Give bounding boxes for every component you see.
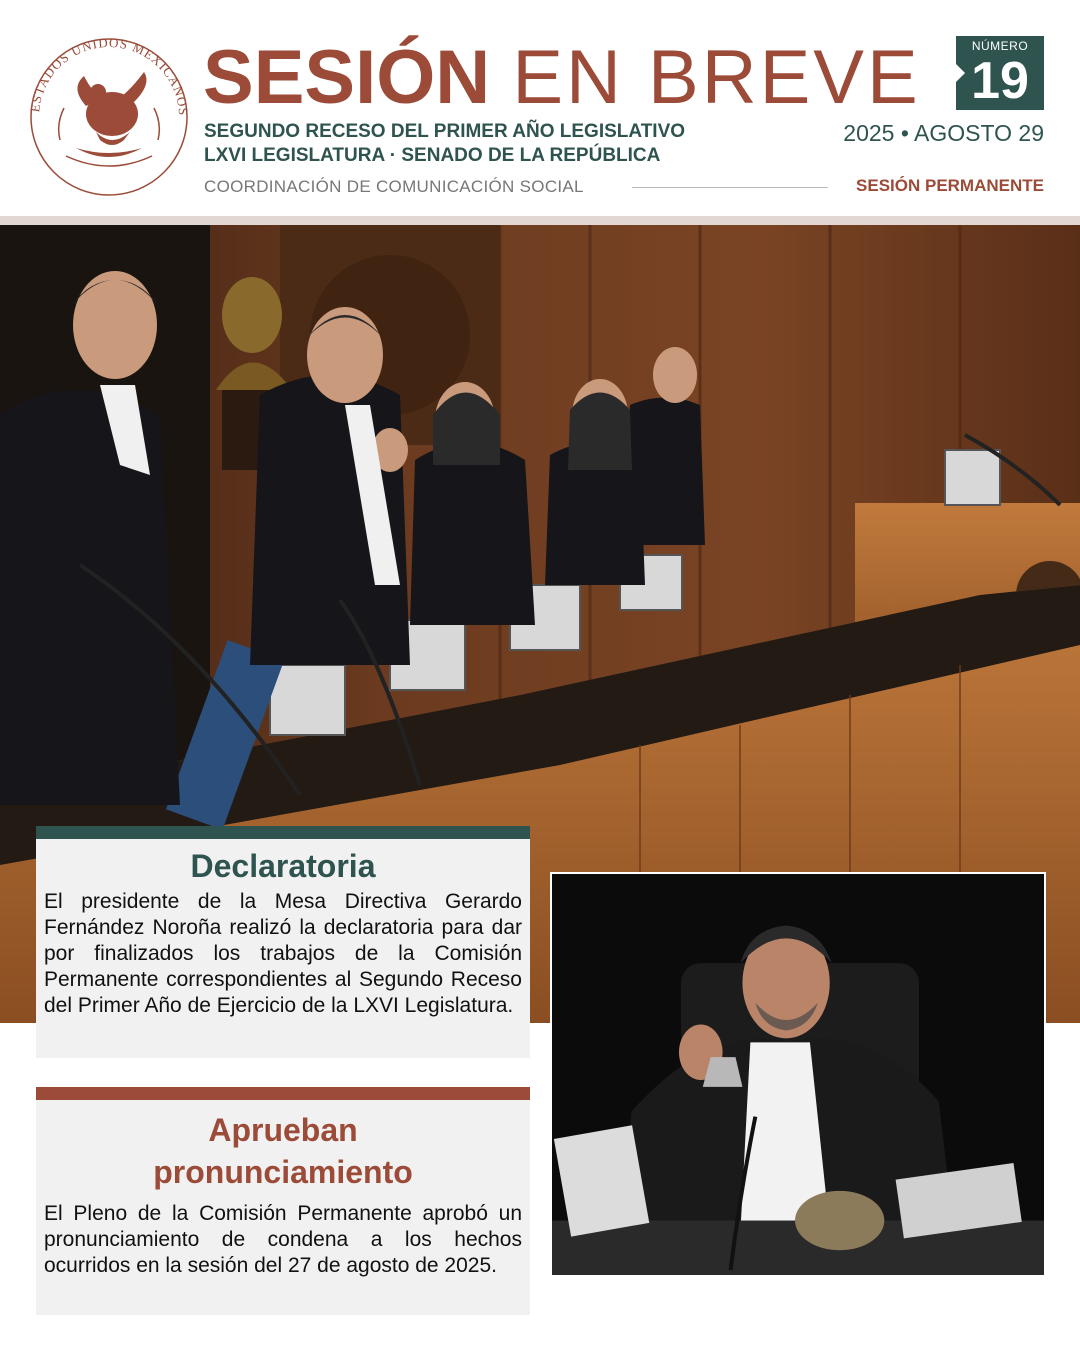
header-band [0,216,1080,225]
declaratoria-box [36,826,530,1058]
box-accent-bar [36,826,530,839]
pronunciamiento-title [36,1109,530,1193]
session-date: 2025 • AGOSTO 29 [843,120,1044,146]
seal-text: ESTADOS UNIDOS MEXICANOS [27,36,192,117]
session-type: SESIÓN PERMANENTE [856,176,1044,195]
declaratoria-body: El presidente de la Mesa Directiva Gerardo Fernández Noroña realizó la declaratoria para dar por finalizados los trabajos de la Comisión Permanente correspondientes al Segundo Receso del Primer Año de Ejercicio de la LXVI Legislatura. [44,890,522,1017]
title-light: EN BREVE [512,35,921,120]
issue-label: NÚMERO [971,39,1029,53]
publication-title [203,30,921,126]
issue-number: 19 [971,52,1029,110]
pronunciamiento-title-text: Aprueban pronunciamiento [153,1112,413,1190]
subtitle-legislature: LXVI LEGISLATURA · SENADO DE LA REPÚBLICA [204,145,661,166]
subtitle-recess: SEGUNDO RECESO DEL PRIMER AÑO LEGISLATIVO [204,121,686,142]
header-divider [632,187,828,188]
title-bold: SESIÓN [203,35,491,120]
box-accent-bar [36,1087,530,1100]
president-ringing-bell-photo [550,872,1046,1277]
mexican-coat-of-arms-seal [26,36,192,198]
declaratoria-title: Declaratoria [190,848,376,884]
coordination-label: COORDINACIÓN DE COMUNICACIÓN SOCIAL [204,177,584,196]
issue-number-badge [956,36,1044,110]
pronunciamiento-body: El Pleno de la Comisión Permanente aprobó un pronunciamiento de condena a los hechos ocurridos en la sesión del 27 de agosto de 2025. [44,1202,522,1277]
pronunciamiento-box [36,1087,530,1315]
